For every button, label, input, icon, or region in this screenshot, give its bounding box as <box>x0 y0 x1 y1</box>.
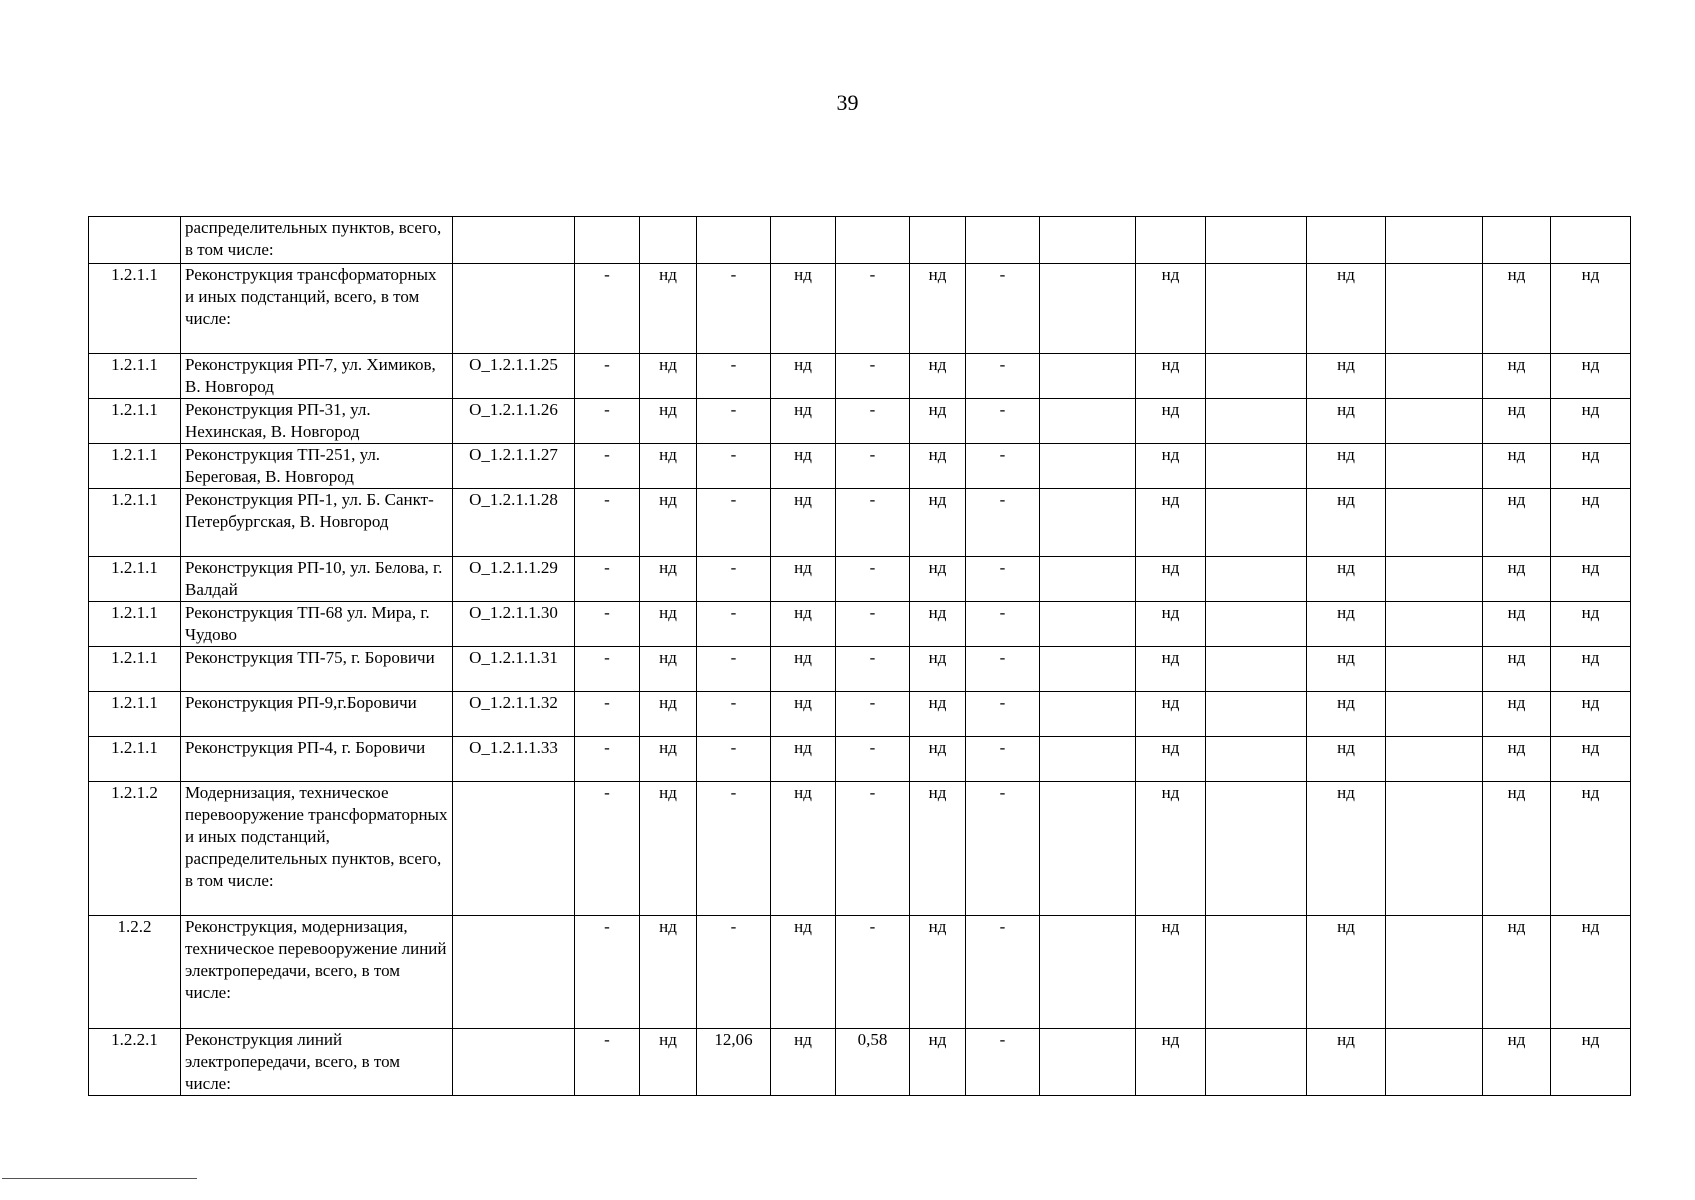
value-cell: нд <box>910 399 966 444</box>
value-cell <box>1206 737 1307 782</box>
value-cell: нд <box>1307 399 1386 444</box>
value-cell: - <box>575 1029 640 1096</box>
value-cell: нд <box>640 444 697 489</box>
value-cell: - <box>575 354 640 399</box>
value-cell: - <box>966 264 1040 354</box>
value-cell <box>1040 602 1136 647</box>
row-code-cell: 1.2.1.1 <box>89 399 181 444</box>
value-cell: нд <box>771 647 836 692</box>
value-cell: нд <box>1307 782 1386 916</box>
value-cell: нд <box>771 354 836 399</box>
value-cell: - <box>836 916 910 1029</box>
value-cell: нд <box>771 782 836 916</box>
value-cell <box>1386 602 1483 647</box>
value-cell: нд <box>1136 444 1206 489</box>
value-cell: - <box>966 916 1040 1029</box>
value-cell: нд <box>1551 602 1631 647</box>
value-cell <box>1206 354 1307 399</box>
value-cell: нд <box>1136 602 1206 647</box>
row-name-cell: Реконструкция РП-1, ул. Б. Санкт-Петербургская, В. Новгород <box>181 489 453 557</box>
value-cell <box>1206 916 1307 1029</box>
value-cell: нд <box>1483 1029 1551 1096</box>
value-cell: - <box>697 557 771 602</box>
value-cell: - <box>836 399 910 444</box>
row-id-cell: О_1.2.1.1.30 <box>453 602 575 647</box>
value-cell: нд <box>1551 354 1631 399</box>
value-cell: нд <box>640 782 697 916</box>
value-cell: нд <box>1551 647 1631 692</box>
value-cell <box>1206 782 1307 916</box>
table-row <box>89 782 1631 916</box>
value-cell: нд <box>771 916 836 1029</box>
value-cell <box>1386 399 1483 444</box>
table-row <box>89 489 1631 557</box>
value-cell <box>1386 557 1483 602</box>
value-cell <box>1206 489 1307 557</box>
value-cell: - <box>966 602 1040 647</box>
value-cell: нд <box>1483 264 1551 354</box>
value-cell: - <box>836 647 910 692</box>
value-cell: - <box>697 602 771 647</box>
row-code-cell: 1.2.1.1 <box>89 557 181 602</box>
value-cell: - <box>575 916 640 1029</box>
value-cell: нд <box>910 647 966 692</box>
value-cell <box>1040 737 1136 782</box>
value-cell <box>1386 1029 1483 1096</box>
value-cell: - <box>966 692 1040 737</box>
value-cell: нд <box>1136 264 1206 354</box>
row-name-cell: Реконструкция ТП-68 ул. Мира, г. Чудово <box>181 602 453 647</box>
value-cell <box>1386 217 1483 264</box>
value-cell: нд <box>771 557 836 602</box>
value-cell <box>1040 782 1136 916</box>
table-row <box>89 557 1631 602</box>
table-row <box>89 916 1631 1029</box>
row-code-cell: 1.2.2 <box>89 916 181 1029</box>
value-cell: нд <box>1307 557 1386 602</box>
row-name-cell: Реконструкция РП-4, г. Боровичи <box>181 737 453 782</box>
value-cell: нд <box>1551 557 1631 602</box>
row-code-cell: 1.2.1.1 <box>89 264 181 354</box>
value-cell: нд <box>1483 444 1551 489</box>
value-cell: нд <box>1307 1029 1386 1096</box>
value-cell: нд <box>640 354 697 399</box>
value-cell: нд <box>771 264 836 354</box>
value-cell: нд <box>640 737 697 782</box>
row-id-cell: О_1.2.1.1.27 <box>453 444 575 489</box>
value-cell: - <box>697 399 771 444</box>
value-cell: - <box>836 557 910 602</box>
value-cell: - <box>836 354 910 399</box>
value-cell: нд <box>1307 602 1386 647</box>
row-code-cell: 1.2.1.2 <box>89 782 181 916</box>
value-cell <box>1040 916 1136 1029</box>
value-cell <box>697 217 771 264</box>
value-cell <box>771 217 836 264</box>
table-row <box>89 264 1631 354</box>
value-cell: нд <box>1483 489 1551 557</box>
value-cell <box>1206 557 1307 602</box>
row-name-cell: Реконструкция линий электропередачи, всего, в том числе: <box>181 1029 453 1096</box>
value-cell: - <box>836 264 910 354</box>
value-cell: нд <box>1136 692 1206 737</box>
investment-program-table <box>88 216 1631 1096</box>
value-cell: - <box>836 737 910 782</box>
value-cell: - <box>697 354 771 399</box>
table-row <box>89 1029 1631 1096</box>
value-cell: - <box>966 1029 1040 1096</box>
row-name-cell: Реконструкция РП-31, ул. Нехинская, В. Новгород <box>181 399 453 444</box>
row-id-cell <box>453 264 575 354</box>
value-cell <box>966 217 1040 264</box>
value-cell: нд <box>1483 399 1551 444</box>
value-cell: нд <box>771 489 836 557</box>
row-name-cell: Реконструкция РП-9,г.Боровичи <box>181 692 453 737</box>
value-cell <box>1040 1029 1136 1096</box>
value-cell: нд <box>1551 1029 1631 1096</box>
table-row <box>89 602 1631 647</box>
value-cell <box>1206 1029 1307 1096</box>
value-cell: нд <box>640 647 697 692</box>
value-cell: нд <box>1551 916 1631 1029</box>
value-cell: нд <box>910 1029 966 1096</box>
value-cell: нд <box>1136 916 1206 1029</box>
table-row <box>89 737 1631 782</box>
value-cell: нд <box>640 399 697 444</box>
value-cell: нд <box>1551 264 1631 354</box>
value-cell <box>1040 692 1136 737</box>
value-cell: нд <box>1307 737 1386 782</box>
row-code-cell: 1.2.1.1 <box>89 354 181 399</box>
value-cell: - <box>575 602 640 647</box>
value-cell <box>1040 399 1136 444</box>
value-cell: - <box>966 489 1040 557</box>
value-cell: нд <box>910 692 966 737</box>
row-id-cell <box>453 1029 575 1096</box>
value-cell <box>1386 264 1483 354</box>
row-id-cell: О_1.2.1.1.25 <box>453 354 575 399</box>
row-name-cell: распределительных пунктов, всего, в том числе: <box>181 217 453 264</box>
value-cell: нд <box>771 692 836 737</box>
row-id-cell <box>453 782 575 916</box>
value-cell: - <box>966 557 1040 602</box>
value-cell <box>1206 602 1307 647</box>
value-cell <box>1040 489 1136 557</box>
value-cell: нд <box>910 737 966 782</box>
value-cell: нд <box>910 264 966 354</box>
value-cell: нд <box>1307 692 1386 737</box>
value-cell: нд <box>771 602 836 647</box>
row-name-cell: Модернизация, техническое перевооружение трансформаторных и иных подстанций, распределительных пунктов, всего, в том числе: <box>181 782 453 916</box>
value-cell: нд <box>1307 264 1386 354</box>
value-cell: - <box>836 692 910 737</box>
value-cell <box>1551 217 1631 264</box>
value-cell: нд <box>640 489 697 557</box>
value-cell <box>1040 354 1136 399</box>
value-cell: - <box>836 602 910 647</box>
value-cell: нд <box>1136 557 1206 602</box>
value-cell: нд <box>1483 354 1551 399</box>
value-cell: нд <box>640 264 697 354</box>
table-row <box>89 647 1631 692</box>
value-cell: нд <box>910 557 966 602</box>
value-cell <box>836 217 910 264</box>
value-cell: нд <box>1136 354 1206 399</box>
row-id-cell: О_1.2.1.1.32 <box>453 692 575 737</box>
value-cell <box>1206 399 1307 444</box>
value-cell <box>1040 444 1136 489</box>
value-cell: - <box>697 782 771 916</box>
table-row <box>89 399 1631 444</box>
value-cell: нд <box>1483 916 1551 1029</box>
value-cell: - <box>575 782 640 916</box>
value-cell: нд <box>640 692 697 737</box>
row-id-cell: О_1.2.1.1.29 <box>453 557 575 602</box>
value-cell <box>1206 444 1307 489</box>
value-cell: нд <box>771 444 836 489</box>
row-name-cell: Реконструкция трансформаторных и иных подстанций, всего, в том числе: <box>181 264 453 354</box>
value-cell: - <box>966 737 1040 782</box>
value-cell: нд <box>910 444 966 489</box>
row-name-cell: Реконструкция РП-7, ул. Химиков, В. Новгород <box>181 354 453 399</box>
value-cell: нд <box>1307 444 1386 489</box>
value-cell: нд <box>910 782 966 916</box>
value-cell: нд <box>771 1029 836 1096</box>
value-cell: нд <box>1483 737 1551 782</box>
value-cell: нд <box>640 602 697 647</box>
value-cell: нд <box>640 916 697 1029</box>
row-name-cell: Реконструкция ТП-75, г. Боровичи <box>181 647 453 692</box>
row-id-cell <box>453 916 575 1029</box>
value-cell <box>1483 217 1551 264</box>
value-cell: нд <box>1136 737 1206 782</box>
value-cell: - <box>966 647 1040 692</box>
value-cell: - <box>575 647 640 692</box>
row-code-cell: 1.2.1.1 <box>89 647 181 692</box>
row-id-cell: О_1.2.1.1.26 <box>453 399 575 444</box>
value-cell: - <box>575 444 640 489</box>
value-cell: - <box>697 692 771 737</box>
value-cell: - <box>966 444 1040 489</box>
value-cell: 0,58 <box>836 1029 910 1096</box>
row-name-cell: Реконструкция, модернизация, техническое перевооружение линий электропередачи, всего, в том числе: <box>181 916 453 1029</box>
value-cell <box>1307 217 1386 264</box>
value-cell <box>1206 217 1307 264</box>
value-cell <box>575 217 640 264</box>
row-code-cell <box>89 217 181 264</box>
value-cell: нд <box>771 737 836 782</box>
table-row <box>89 444 1631 489</box>
value-cell: - <box>575 399 640 444</box>
value-cell <box>1386 737 1483 782</box>
value-cell: нд <box>640 1029 697 1096</box>
row-name-cell: Реконструкция ТП-251, ул. Береговая, В. Новгород <box>181 444 453 489</box>
value-cell: нд <box>1551 782 1631 916</box>
row-code-cell: 1.2.1.1 <box>89 737 181 782</box>
value-cell: нд <box>1136 647 1206 692</box>
value-cell <box>1040 217 1136 264</box>
value-cell: - <box>575 692 640 737</box>
value-cell: - <box>697 647 771 692</box>
row-code-cell: 1.2.1.1 <box>89 489 181 557</box>
value-cell: - <box>966 399 1040 444</box>
value-cell: нд <box>1551 737 1631 782</box>
value-cell: - <box>575 737 640 782</box>
value-cell <box>1136 217 1206 264</box>
table-row <box>89 217 1631 264</box>
value-cell: - <box>697 264 771 354</box>
value-cell: - <box>836 782 910 916</box>
row-name-cell: Реконструкция РП-10, ул. Белова, г. Валдай <box>181 557 453 602</box>
value-cell: нд <box>1551 489 1631 557</box>
value-cell: - <box>966 782 1040 916</box>
value-cell: нд <box>1483 782 1551 916</box>
value-cell <box>1386 489 1483 557</box>
value-cell <box>1386 444 1483 489</box>
row-id-cell: О_1.2.1.1.31 <box>453 647 575 692</box>
value-cell: нд <box>1307 489 1386 557</box>
value-cell <box>1386 647 1483 692</box>
row-id-cell: О_1.2.1.1.28 <box>453 489 575 557</box>
value-cell <box>1386 916 1483 1029</box>
row-code-cell: 1.2.2.1 <box>89 1029 181 1096</box>
value-cell: нд <box>1551 444 1631 489</box>
value-cell: нд <box>1136 1029 1206 1096</box>
value-cell <box>1386 782 1483 916</box>
value-cell <box>1206 692 1307 737</box>
page-number: 39 <box>836 90 859 115</box>
value-cell: 12,06 <box>697 1029 771 1096</box>
value-cell: - <box>836 489 910 557</box>
table-row <box>89 692 1631 737</box>
value-cell: - <box>836 444 910 489</box>
value-cell: нд <box>910 602 966 647</box>
value-cell: - <box>575 489 640 557</box>
value-cell <box>1040 264 1136 354</box>
value-cell <box>1040 647 1136 692</box>
table-row <box>89 354 1631 399</box>
value-cell: - <box>697 916 771 1029</box>
value-cell: нд <box>1307 647 1386 692</box>
row-id-cell <box>453 217 575 264</box>
value-cell: нд <box>910 354 966 399</box>
row-code-cell: 1.2.1.1 <box>89 602 181 647</box>
value-cell: нд <box>1551 692 1631 737</box>
value-cell: нд <box>1483 692 1551 737</box>
value-cell: - <box>697 444 771 489</box>
value-cell: - <box>697 489 771 557</box>
value-cell: нд <box>1136 489 1206 557</box>
value-cell <box>910 217 966 264</box>
footer-rule <box>2 1178 197 1179</box>
value-cell <box>1386 354 1483 399</box>
value-cell: нд <box>910 489 966 557</box>
value-cell <box>1040 557 1136 602</box>
value-cell: - <box>966 354 1040 399</box>
value-cell: нд <box>1307 916 1386 1029</box>
value-cell: нд <box>771 399 836 444</box>
value-cell: нд <box>1136 399 1206 444</box>
value-cell: нд <box>640 557 697 602</box>
row-code-cell: 1.2.1.1 <box>89 692 181 737</box>
value-cell <box>1206 264 1307 354</box>
value-cell: нд <box>1483 602 1551 647</box>
value-cell: нд <box>1307 354 1386 399</box>
value-cell: - <box>575 264 640 354</box>
value-cell: нд <box>1483 557 1551 602</box>
value-cell <box>1206 647 1307 692</box>
row-code-cell: 1.2.1.1 <box>89 444 181 489</box>
row-id-cell: О_1.2.1.1.33 <box>453 737 575 782</box>
value-cell: - <box>697 737 771 782</box>
value-cell: - <box>575 557 640 602</box>
value-cell: нд <box>1551 399 1631 444</box>
value-cell: нд <box>1136 782 1206 916</box>
value-cell <box>1386 692 1483 737</box>
value-cell: нд <box>910 916 966 1029</box>
value-cell: нд <box>1483 647 1551 692</box>
value-cell <box>640 217 697 264</box>
